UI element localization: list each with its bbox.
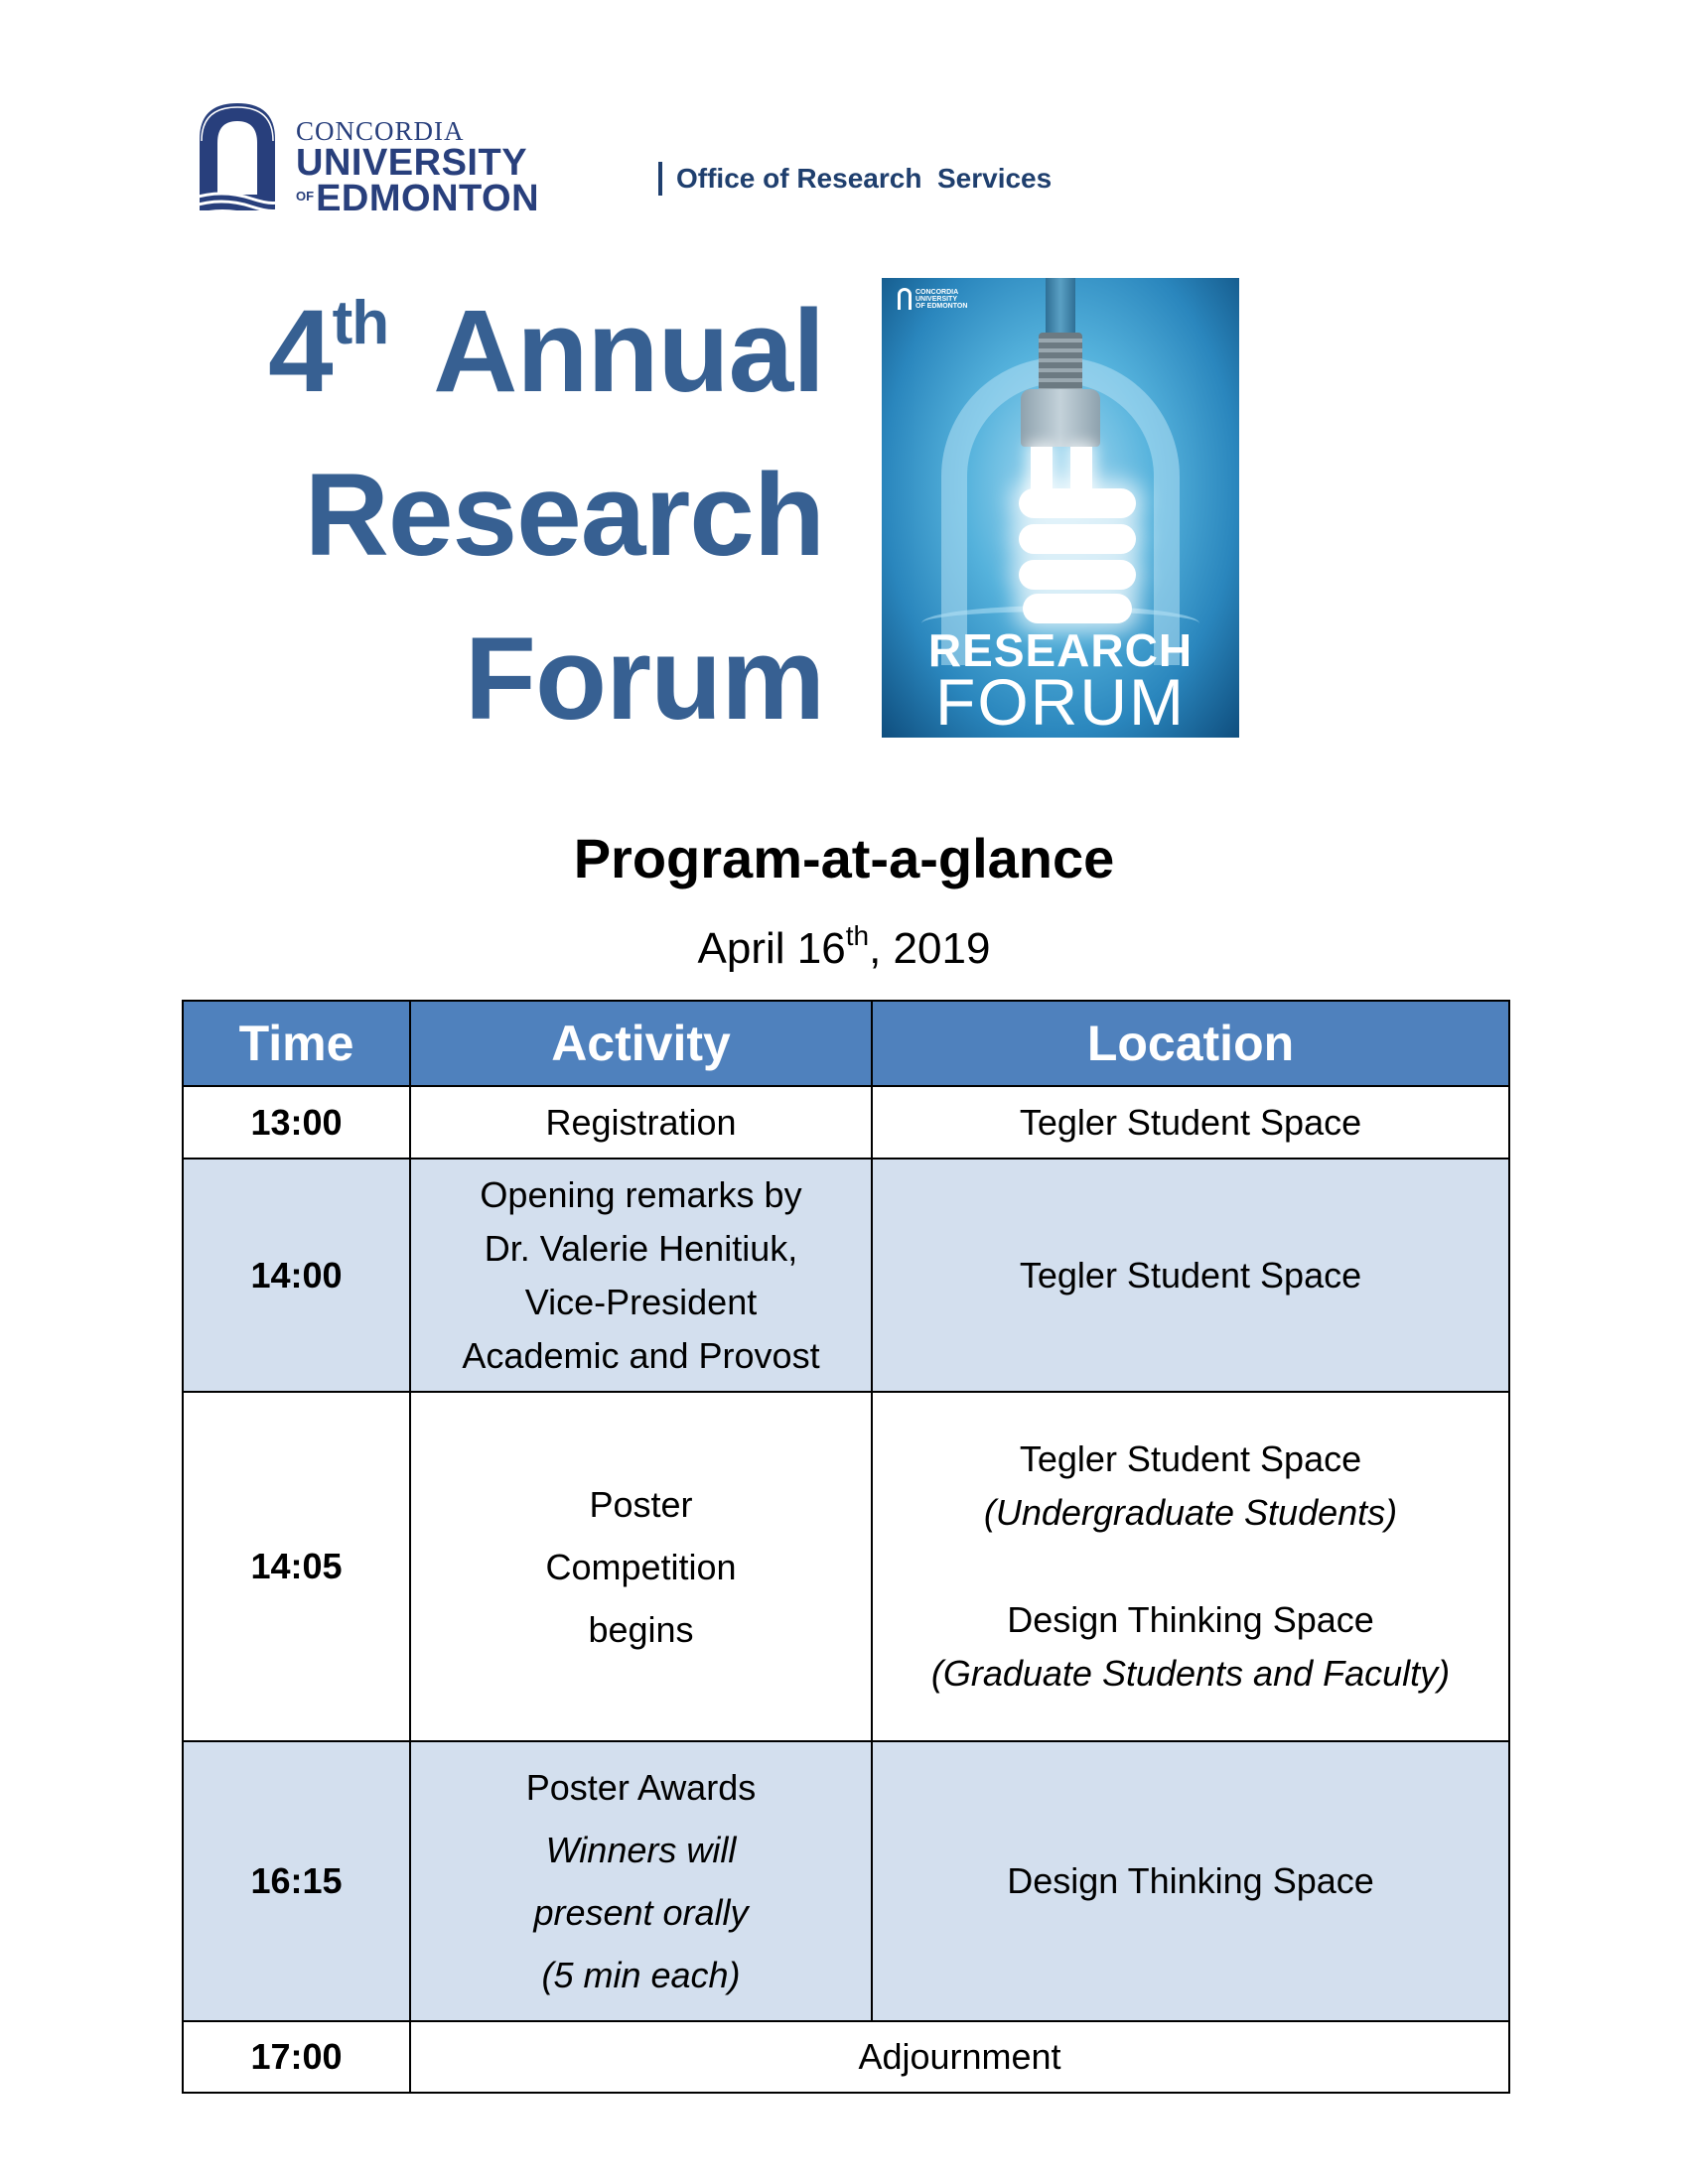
poster-forum-text: FORUM bbox=[935, 665, 1186, 738]
activity-text: Vice-President bbox=[524, 1281, 758, 1322]
activity-cell bbox=[410, 1159, 872, 1392]
university-logo bbox=[192, 99, 549, 223]
date-year: , 2019 bbox=[869, 924, 991, 973]
column-header-location: Location bbox=[872, 1001, 1509, 1086]
location-text: Design Thinking Space bbox=[1007, 1599, 1374, 1640]
table-row bbox=[183, 1741, 1509, 2021]
bulb-coil bbox=[1019, 524, 1136, 554]
title-line-2: Research bbox=[304, 450, 824, 581]
date-suffix: th bbox=[845, 920, 870, 951]
poster-logo-line: OF EDMONTON bbox=[915, 302, 968, 310]
poster-logo bbox=[898, 288, 967, 310]
logo-of-text: OF bbox=[296, 189, 315, 204]
activity-cell bbox=[410, 2021, 1509, 2093]
poster-logo-line: CONCORDIA bbox=[915, 288, 959, 296]
location-note: (Undergraduate Students) bbox=[983, 1492, 1398, 1533]
table-row bbox=[183, 1159, 1509, 1392]
logo-edmonton-text: EDMONTON bbox=[316, 178, 540, 219]
poster-logo-line: UNIVERSITY bbox=[915, 295, 958, 303]
activity-text: Dr. Valerie Henitiuk, bbox=[484, 1227, 798, 1269]
activity-cell bbox=[410, 1741, 872, 2021]
date-day: April 16 bbox=[697, 924, 846, 973]
arch-logo-icon bbox=[192, 99, 283, 220]
program-title: Program-at-a-glance bbox=[573, 827, 1115, 889]
activity-text: Opening remarks by bbox=[480, 1173, 802, 1215]
location-text: Tegler Student Space bbox=[1019, 1438, 1362, 1479]
location-text: Design Thinking Space bbox=[1007, 1860, 1374, 1901]
schedule-table bbox=[182, 1000, 1510, 2094]
activity-text: begins bbox=[588, 1608, 694, 1650]
event-title bbox=[268, 270, 824, 761]
bulb-socket bbox=[1039, 333, 1082, 392]
table-row bbox=[183, 2021, 1509, 2093]
location-text: Tegler Student Space bbox=[1019, 1101, 1362, 1143]
bulb-cord bbox=[1046, 278, 1075, 338]
time-cell: 16:15 bbox=[183, 1741, 410, 2021]
activity-text: Poster Awards bbox=[525, 1767, 757, 1808]
activity-cell bbox=[410, 1392, 872, 1741]
lightbulb-icon bbox=[1019, 488, 1136, 518]
time-cell: 14:00 bbox=[183, 1159, 410, 1392]
activity-note: present orally bbox=[533, 1892, 749, 1933]
bulb-base bbox=[1021, 389, 1100, 447]
activity-cell bbox=[410, 1086, 872, 1159]
column-header-time: Time bbox=[183, 1001, 410, 1086]
logo-university-text: UNIVERSITY bbox=[296, 142, 528, 184]
location-cell bbox=[872, 1392, 1509, 1741]
logo-concordia-text: CONCORDIA bbox=[296, 116, 465, 146]
activity-text: Adjournment bbox=[858, 2036, 1061, 2077]
activity-text: Academic and Provost bbox=[462, 1334, 820, 1376]
ordinal-suffix: th bbox=[332, 289, 389, 357]
bulb-coil bbox=[1019, 560, 1136, 590]
title-line-3: Forum bbox=[464, 614, 824, 745]
location-cell bbox=[872, 1741, 1509, 2021]
arch-logo-icon bbox=[898, 288, 912, 310]
location-note: (Graduate Students and Faculty) bbox=[930, 1653, 1451, 1694]
activity-note: Winners will bbox=[545, 1830, 737, 1870]
time-cell: 13:00 bbox=[183, 1086, 410, 1159]
program-date bbox=[0, 921, 1688, 977]
location-text: Tegler Student Space bbox=[1019, 1254, 1362, 1296]
research-forum-poster-image bbox=[882, 278, 1239, 738]
location-cell bbox=[872, 1086, 1509, 1159]
bulb-coil bbox=[1023, 594, 1132, 623]
activity-text: Poster bbox=[589, 1483, 693, 1525]
ordinal-number: 4 bbox=[267, 286, 333, 417]
table-row bbox=[183, 1392, 1509, 1741]
activity-text: Registration bbox=[545, 1101, 737, 1143]
table-row bbox=[183, 1086, 1509, 1159]
table-header-row bbox=[183, 1001, 1509, 1086]
divider-bar bbox=[658, 162, 662, 196]
title-line-1 bbox=[268, 270, 824, 434]
title-annual: Annual bbox=[433, 286, 824, 417]
activity-note: (5 min each) bbox=[541, 1955, 741, 1995]
spacer bbox=[873, 1540, 1508, 1593]
location-cell bbox=[872, 1159, 1509, 1392]
activity-text: Competition bbox=[545, 1546, 737, 1587]
poster-research-text: RESEARCH bbox=[927, 624, 1194, 676]
time-cell: 14:05 bbox=[183, 1392, 410, 1741]
office-label bbox=[658, 162, 1052, 196]
office-name: Office of Research Services bbox=[676, 163, 1053, 194]
column-header-activity: Activity bbox=[410, 1001, 872, 1086]
time-cell: 17:00 bbox=[183, 2021, 410, 2093]
